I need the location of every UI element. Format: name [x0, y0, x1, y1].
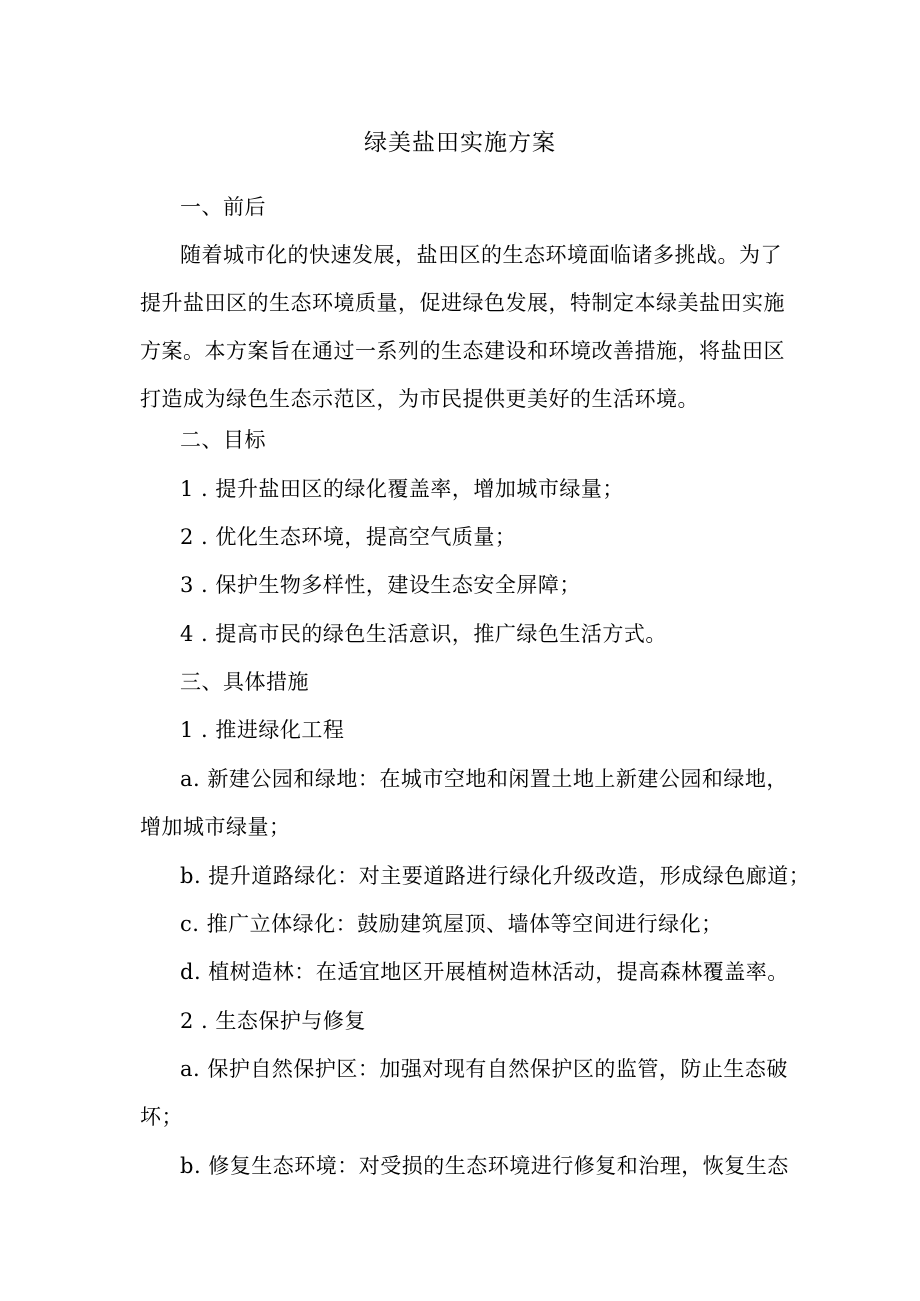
- goal-item-2: 2 . 优化生态环境，提高空气质量；: [180, 525, 517, 549]
- measure-2a-line-2: 坏；: [140, 1105, 183, 1129]
- measure-1a-paragraph: [140, 755, 790, 851]
- goal-item-4: 4 . 提高市民的绿色生活意识，推广绿色生活方式。: [180, 622, 667, 646]
- measure-1d: d. 植树造林：在适宜地区开展植树造林活动，提高森林覆盖率。: [180, 960, 789, 984]
- measure-heading-1: 1 . 推进绿化工程: [180, 718, 345, 742]
- intro-line-1: 随着城市化的快速发展，盐田区的生态环境面临诸多挑战。为了: [180, 243, 782, 267]
- measure-2b: b. 修复生态环境：对受损的生态环境进行修复和治理，恢复生态: [180, 1154, 789, 1178]
- goal-item-1: 1 . 提升盐田区的绿化覆盖率，增加城市绿量；: [180, 477, 624, 501]
- section-heading-goals: 二、目标: [180, 428, 266, 452]
- document-title: 绿美盐田实施方案: [364, 130, 556, 156]
- measure-1a-line-1: a. 新建公园和绿地：在城市空地和闲置土地上新建公园和绿地，: [180, 767, 788, 791]
- measure-1c: c. 推广立体绿化：鼓励建筑屋顶、墙体等空间进行绿化；: [180, 912, 723, 936]
- section-heading-measures: 三、具体措施: [180, 670, 309, 694]
- measure-1b: b. 提升道路绿化：对主要道路进行绿化升级改造，形成绿色廊道；: [180, 864, 811, 888]
- intro-line-3: 方案。本方案旨在通过一系列的生态建设和环境改善措施，将盐田区: [140, 339, 785, 363]
- measure-2a-paragraph: [140, 1045, 790, 1141]
- measure-heading-2: 2 . 生态保护与修复: [180, 1009, 366, 1033]
- measure-1a-line-2: 增加城市绿量；: [140, 815, 291, 839]
- intro-line-4: 打造成为绿色生态示范区，为市民提供更美好的生活环境。: [140, 387, 699, 411]
- section-heading-intro: 一、前后: [180, 195, 266, 219]
- intro-line-2: 提升盐田区的生态环境质量，促进绿色发展，特制定本绿美盐田实施: [140, 291, 785, 315]
- goal-item-3: 3 . 保护生物多样性，建设生态安全屏障；: [180, 573, 581, 597]
- intro-paragraph: [140, 231, 790, 423]
- measure-2a-line-1: a. 保护自然保护区：加强对现有自然保护区的监管，防止生态破: [180, 1057, 788, 1081]
